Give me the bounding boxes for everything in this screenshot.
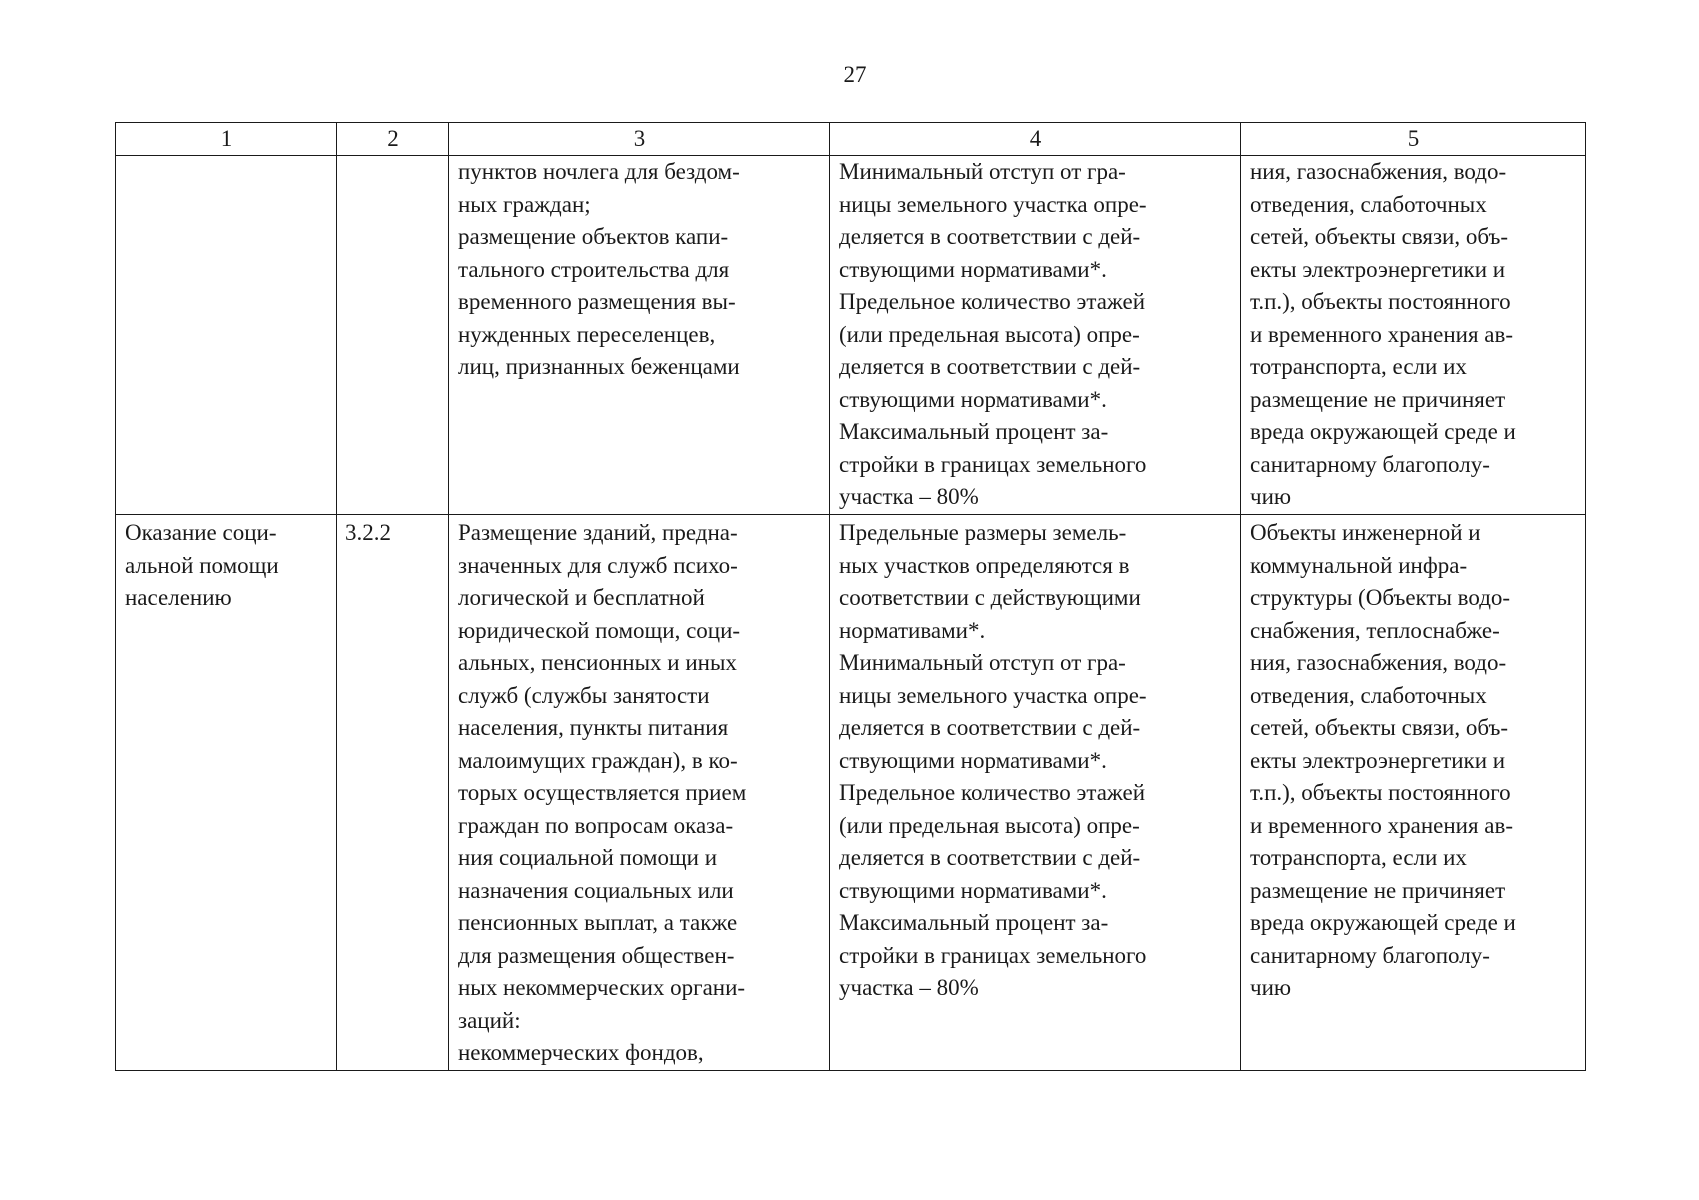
parameters-cell — [830, 515, 1241, 1071]
cell-text-line: 3.2.2 — [345, 520, 391, 545]
cell-text-line: нужденных переселенцев, — [458, 321, 716, 347]
cell-text-line: санитарному благополу- — [1250, 942, 1490, 968]
column-header-4: 4 — [830, 123, 1241, 156]
cell-text-line: ствующими нормативами*. — [839, 747, 1107, 773]
cell-text-line: Максимальный процент за- — [839, 419, 1109, 444]
cell-text-line: логической и бесплатной — [458, 585, 705, 610]
cell-text-line: тотранспорта, если их — [1250, 845, 1467, 870]
column-header-3: 3 — [449, 123, 830, 156]
table-row — [116, 515, 1586, 1071]
column-header-1: 1 — [116, 123, 337, 156]
cell-text-line: участка – 80% — [839, 484, 979, 509]
cell-text-line: ницы земельного участка опре- — [839, 191, 1147, 217]
cell-text-line: пунктов ночлега для бездом- — [458, 159, 740, 184]
cell-text-line: граждан по вопросам оказа- — [458, 812, 734, 838]
use-name-cell — [116, 515, 337, 1071]
cell-text-line: деляется в соответствии с дей- — [839, 845, 1141, 870]
cell-text-line: сетей, объекты связи, объ- — [1250, 224, 1509, 249]
auxiliary-uses-cell — [1241, 156, 1586, 515]
table-header-row — [116, 123, 1586, 156]
cell-text-line: коммунальной инфра- — [1250, 552, 1468, 578]
regulations-table — [115, 122, 1586, 1071]
cell-text-line: юридической помощи, соци- — [458, 617, 741, 643]
cell-text-line: и временного хранения ав- — [1250, 321, 1514, 347]
use-code-cell — [337, 515, 449, 1071]
parameters-cell — [830, 156, 1241, 515]
cell-text-line: ницы земельного участка опре- — [839, 682, 1147, 708]
cell-text-line: ния, газоснабжения, водо- — [1250, 159, 1507, 184]
cell-text-line: Предельное количество этажей — [839, 780, 1146, 805]
cell-text-line: временного размещения вы- — [458, 289, 736, 314]
cell-text-line: (или предельная высота) опре- — [839, 321, 1140, 347]
cell-text-line: (или предельная высота) опре- — [839, 812, 1140, 838]
cell-text-line: нормативами*. — [839, 617, 986, 643]
cell-text-line: Максимальный процент за- — [839, 910, 1109, 935]
cell-text-line: торых осуществляется прием — [458, 780, 747, 805]
cell-text-line: ния социальной помощи и — [458, 845, 718, 870]
cell-text-line: размещение объектов капи- — [458, 224, 729, 249]
cell-text-line: деляется в соответствии с дей- — [839, 715, 1141, 740]
cell-text-line: лиц, признанных беженцами — [458, 354, 740, 379]
cell-text-line: соответствии с действующими — [839, 585, 1141, 610]
cell-text-line: участка – 80% — [839, 975, 979, 1000]
cell-text-line: пенсионных выплат, а также — [458, 910, 738, 935]
cell-text-line: ствующими нормативами*. — [839, 386, 1107, 412]
table-row — [116, 156, 1586, 515]
use-name-cell — [116, 156, 337, 515]
auxiliary-uses-cell — [1241, 515, 1586, 1071]
cell-text-line: Предельное количество этажей — [839, 289, 1146, 314]
cell-text-line: отведения, слаботочных — [1250, 191, 1487, 217]
cell-text-line: населения, пункты питания — [458, 715, 729, 740]
cell-text-line: тального строительства для — [458, 256, 730, 282]
cell-text-line: сетей, объекты связи, объ- — [1250, 715, 1509, 740]
cell-text-line: ных граждан; — [458, 191, 591, 217]
cell-text-line: т.п.), объекты постоянного — [1250, 289, 1511, 314]
cell-text-line: санитарному благополу- — [1250, 451, 1490, 477]
cell-text-line: ных некоммерческих органи- — [458, 975, 746, 1000]
cell-text-line: структуры (Объекты водо- — [1250, 585, 1511, 610]
cell-text-line: чию — [1250, 484, 1292, 509]
cell-text-line: снабжения, теплоснабже- — [1250, 617, 1500, 643]
cell-text-line: деляется в соответствии с дей- — [839, 354, 1141, 379]
cell-text-line: екты электроэнергетики и — [1250, 256, 1506, 282]
use-code-cell — [337, 156, 449, 515]
cell-text-line: деляется в соответствии с дей- — [839, 224, 1141, 249]
cell-text-line: Минимальный отступ от гра- — [839, 650, 1126, 675]
cell-text-line: Минимальный отступ от гра- — [839, 159, 1126, 184]
column-header-2: 2 — [337, 123, 449, 156]
cell-text-line: некоммерческих фондов, — [458, 1040, 704, 1065]
cell-text-line: Оказание соци- — [125, 520, 277, 545]
cell-text-line: стройки в границах земельного — [839, 942, 1147, 968]
cell-text-line: стройки в границах земельного — [839, 451, 1147, 477]
cell-text-line: тотранспорта, если их — [1250, 354, 1467, 379]
cell-text-line: альной помощи — [125, 552, 279, 578]
cell-text-line: ствующими нормативами*. — [839, 256, 1107, 282]
cell-text-line: Размещение зданий, предна- — [458, 520, 738, 545]
use-description-cell — [449, 515, 830, 1071]
cell-text-line: служб (службы занятости — [458, 682, 710, 708]
cell-text-line: малоимущих граждан), в ко- — [458, 747, 738, 773]
cell-text-line: Объекты инженерной и — [1250, 520, 1481, 545]
cell-text-line: екты электроэнергетики и — [1250, 747, 1506, 773]
cell-text-line: ных участков определяются в — [839, 552, 1130, 578]
cell-text-line: вреда окружающей среде и — [1250, 419, 1516, 444]
cell-text-line: заций: — [458, 1007, 521, 1033]
column-header-5: 5 — [1241, 123, 1586, 156]
cell-text-line: альных, пенсионных и иных — [458, 650, 737, 675]
page-number: 27 — [843, 62, 867, 87]
cell-text-line: отведения, слаботочных — [1250, 682, 1487, 708]
cell-text-line: значенных для служб психо- — [458, 552, 738, 578]
cell-text-line: ния, газоснабжения, водо- — [1250, 650, 1507, 675]
cell-text-line: вреда окружающей среде и — [1250, 910, 1516, 935]
use-description-cell — [449, 156, 830, 515]
cell-text-line: для размещения обществен- — [458, 942, 735, 968]
cell-text-line: и временного хранения ав- — [1250, 812, 1514, 838]
cell-text-line: населению — [125, 585, 232, 610]
cell-text-line: размещение не причиняет — [1250, 386, 1506, 412]
cell-text-line: Предельные размеры земель- — [839, 520, 1127, 545]
cell-text-line: размещение не причиняет — [1250, 877, 1506, 903]
cell-text-line: т.п.), объекты постоянного — [1250, 780, 1511, 805]
cell-text-line: назначения социальных или — [458, 877, 734, 903]
cell-text-line: чию — [1250, 975, 1292, 1000]
cell-text-line: ствующими нормативами*. — [839, 877, 1107, 903]
